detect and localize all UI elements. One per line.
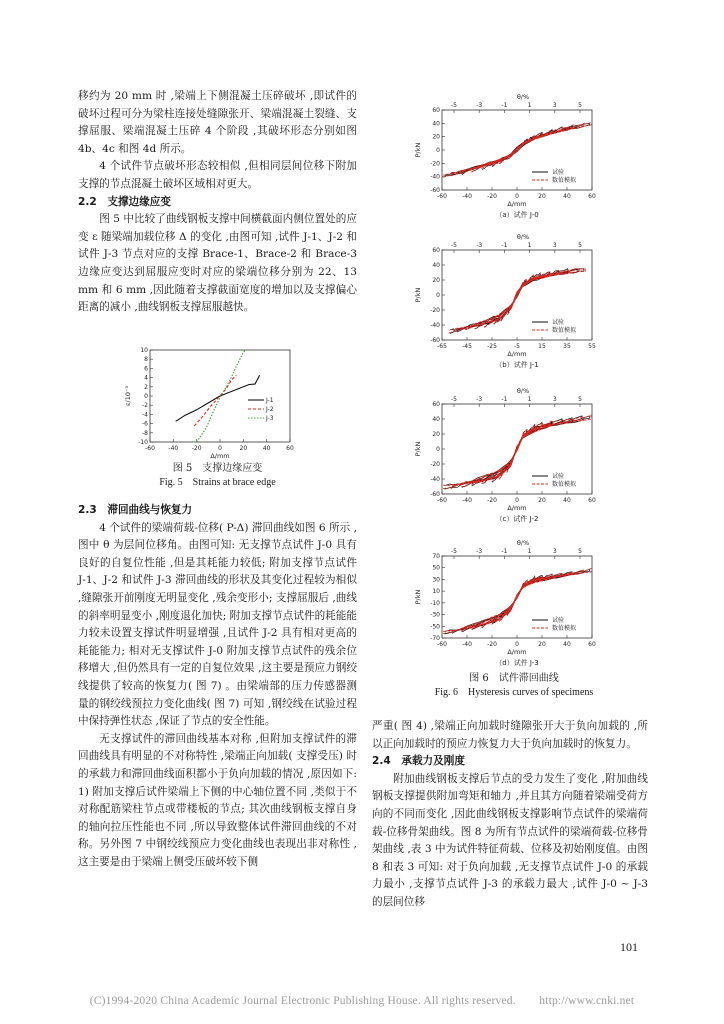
y-tick-label: -60 xyxy=(430,337,440,344)
y-tick-label: 60 xyxy=(432,247,440,254)
y-tick-label: 10 xyxy=(140,347,148,354)
legend-label: J-2 xyxy=(266,406,274,413)
panel-title: （b）试件 J-1 xyxy=(495,361,539,369)
x-tick-label: -5 xyxy=(514,343,520,350)
paragraph: 4 个试件节点破坏形态较相似 ,但相同层间位移下附加支撑的节点混凝土破坏区域相对更大。 xyxy=(78,160,357,190)
y-tick-label: -40 xyxy=(430,173,440,181)
left-column-bottom xyxy=(78,502,357,871)
top-tick-label: -1 xyxy=(501,396,508,403)
figure-6b-hysteresis-chart xyxy=(408,232,608,372)
legend-label: 试验 xyxy=(552,473,565,480)
figure-5-caption xyxy=(78,462,357,490)
y-tick-label: 6 xyxy=(144,365,148,373)
y-tick-label: 40 xyxy=(432,416,440,423)
top-tick-label: -3 xyxy=(476,242,483,249)
top-tick-label: 1 xyxy=(527,102,532,109)
series-line-J-3 xyxy=(197,350,246,442)
top-tick-label: 5 xyxy=(578,102,582,109)
test-loop xyxy=(475,270,558,329)
top-tick-label: -3 xyxy=(476,102,483,109)
x-tick-label: 40 xyxy=(563,193,571,200)
x-axis-label: Δ/mm xyxy=(210,452,230,460)
legend-label: 试验 xyxy=(552,319,565,326)
y-tick-label: 40 xyxy=(432,120,440,128)
right-column-text xyxy=(372,718,648,912)
y-tick-label: 0 xyxy=(436,147,440,154)
y-tick-label: 50 xyxy=(432,564,440,572)
top-tick-label: 5 xyxy=(578,396,582,403)
y-axis-label: P/kN xyxy=(414,589,422,605)
legend-label: 数值模拟 xyxy=(552,327,577,334)
y-tick-label: -70 xyxy=(430,635,440,642)
y-axis-label: P/kN xyxy=(414,142,422,158)
x-axis-label: Δ/mm xyxy=(507,350,527,358)
y-tick-label: 60 xyxy=(432,401,440,408)
top-tick-label: -3 xyxy=(476,548,483,555)
y-tick-label: 4 xyxy=(144,374,148,382)
x-axis-label: Δ/mm xyxy=(507,504,527,512)
y-tick-label: -10 xyxy=(430,599,440,607)
y-tick-label: 20 xyxy=(432,133,440,141)
x-tick-label: -40 xyxy=(462,641,472,648)
x-tick-label: -65 xyxy=(437,343,447,350)
x-tick-label: 15 xyxy=(538,343,546,350)
x-tick-label: -40 xyxy=(462,497,472,504)
top-tick-label: -1 xyxy=(501,102,508,109)
y-tick-label: -50 xyxy=(430,623,440,631)
y-tick-label: 0 xyxy=(436,446,440,453)
x-tick-label: 20 xyxy=(538,497,546,504)
top-tick-label: -1 xyxy=(501,242,508,249)
x-tick-label: 40 xyxy=(563,641,571,648)
panel-title: （c）试件 J-2 xyxy=(495,515,539,523)
top-tick-label: 3 xyxy=(552,242,557,249)
section-heading: 2.4 承载力及刚度 xyxy=(372,755,465,768)
x-tick-label: -25 xyxy=(487,343,497,350)
y-tick-label: 8 xyxy=(144,356,148,364)
y-tick-label: 10 xyxy=(432,588,440,596)
top-tick-label: 3 xyxy=(552,396,557,403)
y-tick-label: 40 xyxy=(432,262,440,269)
y-tick-label: 0 xyxy=(436,292,440,299)
figure-6a-hysteresis-chart xyxy=(408,92,608,220)
top-tick-label: 1 xyxy=(527,396,532,403)
x-tick-label: -20 xyxy=(191,445,202,452)
legend-label: 试验 xyxy=(552,617,565,624)
x-tick-label: -40 xyxy=(168,445,179,452)
top-axis-label: θ/% xyxy=(516,93,530,101)
simulation-loop xyxy=(493,274,540,324)
y-tick-label: 2 xyxy=(144,383,148,391)
y-tick-label: -40 xyxy=(430,322,440,329)
x-tick-label: -60 xyxy=(437,497,447,504)
top-tick-label: -5 xyxy=(451,396,457,403)
paragraph: 附加曲线钢板支撑后节点的受力发生了变化 ,附加曲线钢板支撑提供附加弯矩和轴力 ,并且其方向随着梁端受荷方向的不同而变化 ,因此曲线钢板支撑影响节点试件的梁端荷载-位移骨架曲线。图 8 为所有节点试件的梁端荷载-位移骨架曲线 ,表 3 中为试件特征荷载、位移及初始刚度值。由图 8 和表 3 可知: 对于负向加载 ,无支撑节点试件 J-0 的承载力最小 ,支撑节点试件 J-3 的承载力最大 ,试件 J-0 ~ J-3 的层间位移 xyxy=(372,772,648,908)
top-axis-label: θ/% xyxy=(516,387,530,395)
top-tick-label: -3 xyxy=(476,396,483,403)
legend-label: 数值模拟 xyxy=(552,177,577,184)
paragraph: 严重( 图 4) ,梁端正向加载时缝隙张开大于负向加载的 ,所以正向加载时的预应力恢复力大于负向加载时的恢复力。 xyxy=(372,720,648,750)
panel-title: （a）试件 J-0 xyxy=(495,211,539,219)
y-tick-label: -20 xyxy=(430,160,440,168)
y-axis-label: P/kN xyxy=(414,441,422,457)
legend-label: J-1 xyxy=(266,397,274,404)
test-loop xyxy=(445,416,590,489)
figure-6-caption xyxy=(390,672,638,700)
y-tick-label: 60 xyxy=(432,107,440,114)
legend-label: 数值模拟 xyxy=(552,625,577,632)
y-axis-label: ε/10⁻³ xyxy=(124,385,132,407)
section-heading: 2.2 支撑边缘应变 xyxy=(78,195,171,208)
caption-en: Fig. 6 Hysteresis curves of specimens xyxy=(434,687,594,698)
section-heading: 2.3 滞回曲线与恢复力 xyxy=(78,504,193,516)
top-tick-label: 5 xyxy=(578,242,582,249)
y-tick-label: 70 xyxy=(432,553,440,560)
copyright-footer: (C)1994-2020 China Academic Journal Electronic Publishing House. All rights reserved. http://www.cnki.net xyxy=(89,995,635,1007)
top-tick-label: -1 xyxy=(501,548,508,555)
top-tick-label: 3 xyxy=(552,548,557,555)
x-tick-label: 60 xyxy=(286,445,294,452)
y-tick-label: -60 xyxy=(430,187,440,194)
x-tick-label: 0 xyxy=(515,641,519,648)
simulation-loop xyxy=(443,415,591,488)
x-tick-label: 60 xyxy=(588,641,596,648)
legend-label: 试验 xyxy=(552,169,565,176)
x-tick-label: 20 xyxy=(239,445,248,452)
y-axis-label: P/kN xyxy=(414,287,422,303)
paragraph: 图 5 中比较了曲线钢板支撑中间横截面内侧位置处的应变 ε 随梁端加载位移 Δ 的变化 ,由图可知 ,试件 J-1、J-2 和试件 J-3 节点对应的支撑 Brace-1、Brace-2 和 Brace-3 边缘应变达到屈服应变时对应的梁端位移分别为 22、13 mm 和 6 mm ,因此随着支撑截面宽度的增加以及支撑偏心距离的减小 ,曲线钢板支撑屈服越快。 xyxy=(78,213,357,314)
left-column-top xyxy=(78,88,357,317)
x-tick-label: -60 xyxy=(437,641,447,648)
x-tick-label: 0 xyxy=(218,445,222,452)
y-tick-label: -20 xyxy=(430,461,440,468)
x-tick-label: 20 xyxy=(538,641,546,648)
top-tick-label: 5 xyxy=(578,548,582,555)
y-tick-label: -2 xyxy=(142,402,148,410)
y-tick-label: -6 xyxy=(142,420,148,428)
x-axis-label: Δ/mm xyxy=(507,200,527,208)
x-axis-label: Δ/mm xyxy=(507,648,527,656)
x-tick-label: 20 xyxy=(538,193,546,200)
x-tick-label: 60 xyxy=(588,193,596,200)
top-tick-label: -5 xyxy=(451,548,457,555)
top-tick-label: 3 xyxy=(552,102,557,109)
page-number: 101 xyxy=(620,940,638,954)
x-tick-label: -60 xyxy=(145,445,155,452)
x-tick-label: -45 xyxy=(462,343,472,350)
paragraph: 移约为 20 mm 时 ,梁端上下侧混凝土压碎破坏 ,即试件的破坏过程可分为梁柱连接处缝隙张开、梁端混凝土裂缝、支撑屈服、梁端混凝土压碎 4 个阶段 ,其破坏形态分别如图 4b、4c 和图 4d 所示。 xyxy=(78,90,357,155)
top-tick-label: -5 xyxy=(451,102,457,109)
figure-6d-hysteresis-chart xyxy=(408,538,608,668)
y-tick-label: -60 xyxy=(430,491,440,498)
y-tick-label: 30 xyxy=(432,576,440,584)
x-tick-label: 0 xyxy=(515,193,519,200)
x-tick-label: 60 xyxy=(588,497,596,504)
y-tick-label: 20 xyxy=(432,431,440,438)
test-loop xyxy=(482,422,552,484)
series-line-J-2 xyxy=(194,375,236,426)
y-tick-label: -20 xyxy=(430,307,440,314)
figure-5-strain-chart xyxy=(120,346,300,458)
y-tick-label: -30 xyxy=(430,611,440,619)
y-tick-label: -4 xyxy=(142,411,148,419)
caption-cn: 图 6 试件滞回曲线 xyxy=(469,673,559,684)
top-axis-label: θ/% xyxy=(516,539,530,547)
figure-6c-hysteresis-chart xyxy=(408,386,608,526)
x-tick-label: -20 xyxy=(487,193,497,200)
legend-label: J-3 xyxy=(266,415,274,422)
paragraph: 无支撑试件的滞回曲线基本对称 ,但附加支撑试件的滞回曲线具有明显的不对称特性 ,梁端正向加载( 支撑受压) 时的承载力和滞回曲线面积都小于负向加载的情况 ,原因如下: 1) 附加支撑后试件梁端上下侧的中心轴位置不同 ,类似于不对称配筋梁柱节点或带楼板的节点; 其次曲线钢板支撑自身的轴向拉压性能也不同 ,所以导致整体试件滞回曲线的不对称。另外图 7 中钢绞线预应力变化曲线也表现出非对称性 ,这主要是由于梁端上侧受压破坏较下侧 xyxy=(78,732,357,868)
x-tick-label: -40 xyxy=(462,193,472,200)
caption-cn: 图 5 支撑边缘应变 xyxy=(172,463,263,474)
top-tick-label: 1 xyxy=(527,242,532,249)
x-tick-label: -20 xyxy=(487,497,497,504)
simulation-loop xyxy=(449,268,586,333)
x-tick-label: -60 xyxy=(437,193,447,200)
simulation-loop xyxy=(443,569,591,634)
x-tick-label: 55 xyxy=(588,343,596,350)
x-tick-label: 35 xyxy=(563,343,571,350)
top-tick-label: 1 xyxy=(527,548,532,555)
y-tick-label: -40 xyxy=(430,476,440,483)
x-tick-label: 0 xyxy=(515,497,519,504)
x-tick-label: -20 xyxy=(487,641,497,648)
top-axis-label: θ/% xyxy=(516,233,530,241)
y-tick-label: -8 xyxy=(142,429,148,437)
top-tick-label: -5 xyxy=(451,242,457,249)
x-tick-label: 40 xyxy=(262,445,271,452)
legend-label: 数值模拟 xyxy=(552,481,577,488)
y-tick-label: -10 xyxy=(138,439,148,446)
y-tick-label: 0 xyxy=(144,393,148,400)
caption-en: Fig. 5 Strains at brace edge xyxy=(159,477,276,488)
simulation-loop xyxy=(492,423,543,481)
y-tick-label: 20 xyxy=(432,277,440,284)
panel-title: （d）试件 J-3 xyxy=(495,659,539,667)
x-tick-label: 40 xyxy=(563,497,571,504)
paragraph: 4 个试件的梁端荷载-位移( P-Δ) 滞回曲线如图 6 所示 ,图中 θ 为层间位移角。由图可知: 无支撑节点试件 J-0 具有良好的自复位性能 ,但是其耗能力较低; 附加支撑节点试件 J-1、J-2 和试件 J-3 滞回曲线的形状及其变化过程较为相似 ,缝隙张开前刚度无明显变化 ,残余变形小; 支撑屈服后 ,曲线的斜率明显变小 ,刚度退化加快; 附加支撑节点试件的耗能能力较未设置支撑试件明显增强 ,且试件 J-2 具有相对更高的耗能能力; 相对无支撑试件 J-0 附加支撑节点试件的残余位移增大 ,但仍然具有一定的自复位效果 ,这主要是预应力钢绞线提供了较高的恢复力( 图 7) 。由梁端部的压力传感器测量的钢绞线预拉力变化曲线( 图 7) 可知 ,钢绞线在试验过程中保持弹性状态 ,保证了节点的安全性能。 xyxy=(78,521,357,728)
